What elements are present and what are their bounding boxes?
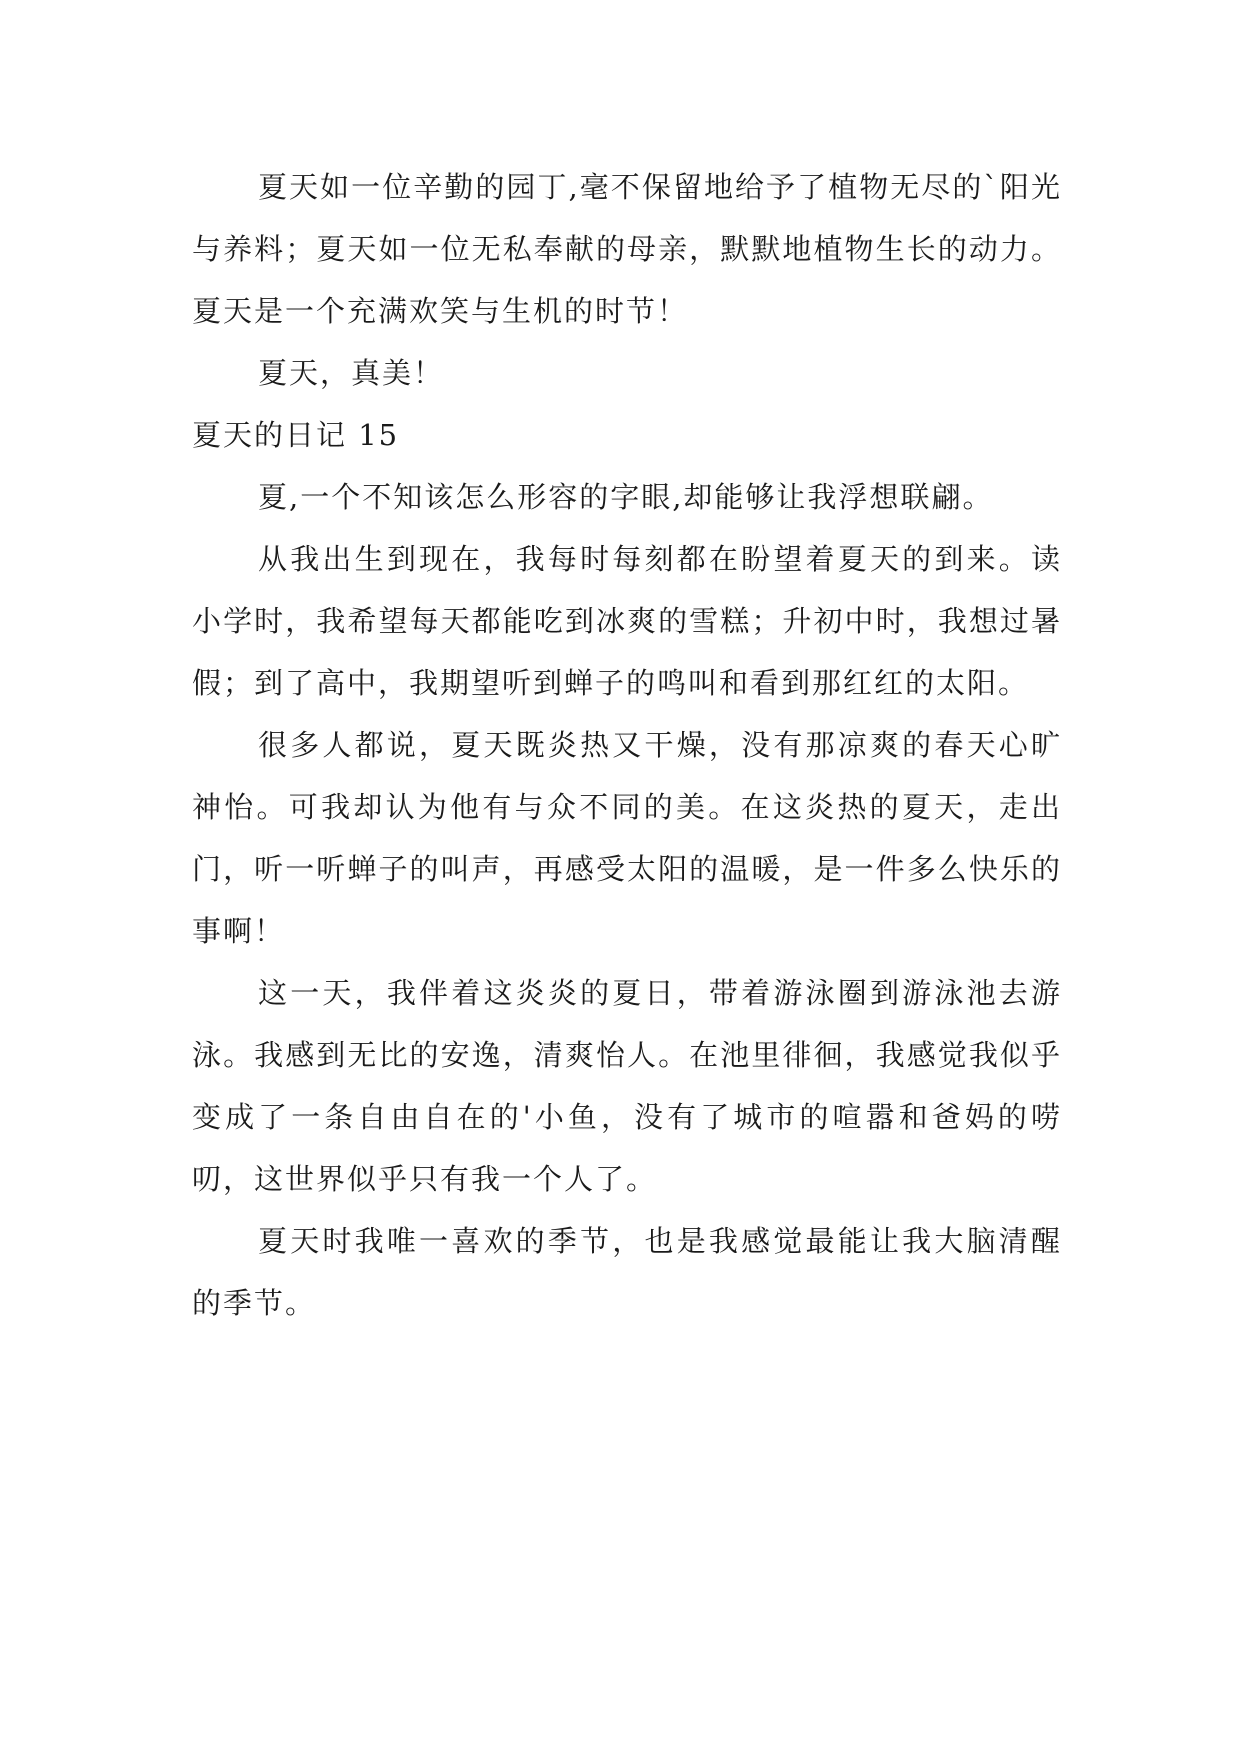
paragraph-gardener: 夏天如一位辛勤的园丁,毫不保留地给予了植物无尽的`阳光与养料；夏天如一位无私奉献的母亲，默默地植物生长的动力。夏天是一个充满欢笑与生机的时节！ bbox=[192, 170, 1062, 328]
paragraph-summer-beautiful: 夏天，真美！ bbox=[258, 356, 445, 390]
document-body bbox=[192, 156, 1062, 1334]
paragraph-favorite-season: 夏天时我唯一喜欢的季节，也是我感觉最能让我大脑清醒的季节。 bbox=[192, 1224, 1062, 1320]
paragraph-since-birth: 从我出生到现在，我每时每刻都在盼望着夏天的到来。读小学时，我希望每天都能吃到冰爽的雪糕；升初中时，我想过暑假；到了高中，我期望听到蝉子的鸣叫和看到那红红的太阳。 bbox=[192, 542, 1062, 700]
section-title: 夏天的日记 15 bbox=[192, 418, 400, 452]
paragraph-word-summer: 夏,一个不知该怎么形容的字眼,却能够让我浮想联翩。 bbox=[258, 480, 994, 514]
paragraph-hot-dry: 很多人都说，夏天既炎热又干燥，没有那凉爽的春天心旷神怡。可我却认为他有与众不同的美。在这炎热的夏天，走出门，听一听蝉子的叫声，再感受太阳的温暖，是一件多么快乐的事啊！ bbox=[192, 728, 1062, 948]
paragraph-swimming: 这一天，我伴着这炎炎的夏日，带着游泳圈到游泳池去游泳。我感到无比的安逸，清爽怡人。在池里徘徊，我感觉我似乎变成了一条自由自在的'小鱼，没有了城市的喧嚣和爸妈的唠叨，这世界似乎只有我一个人了。 bbox=[192, 976, 1062, 1196]
